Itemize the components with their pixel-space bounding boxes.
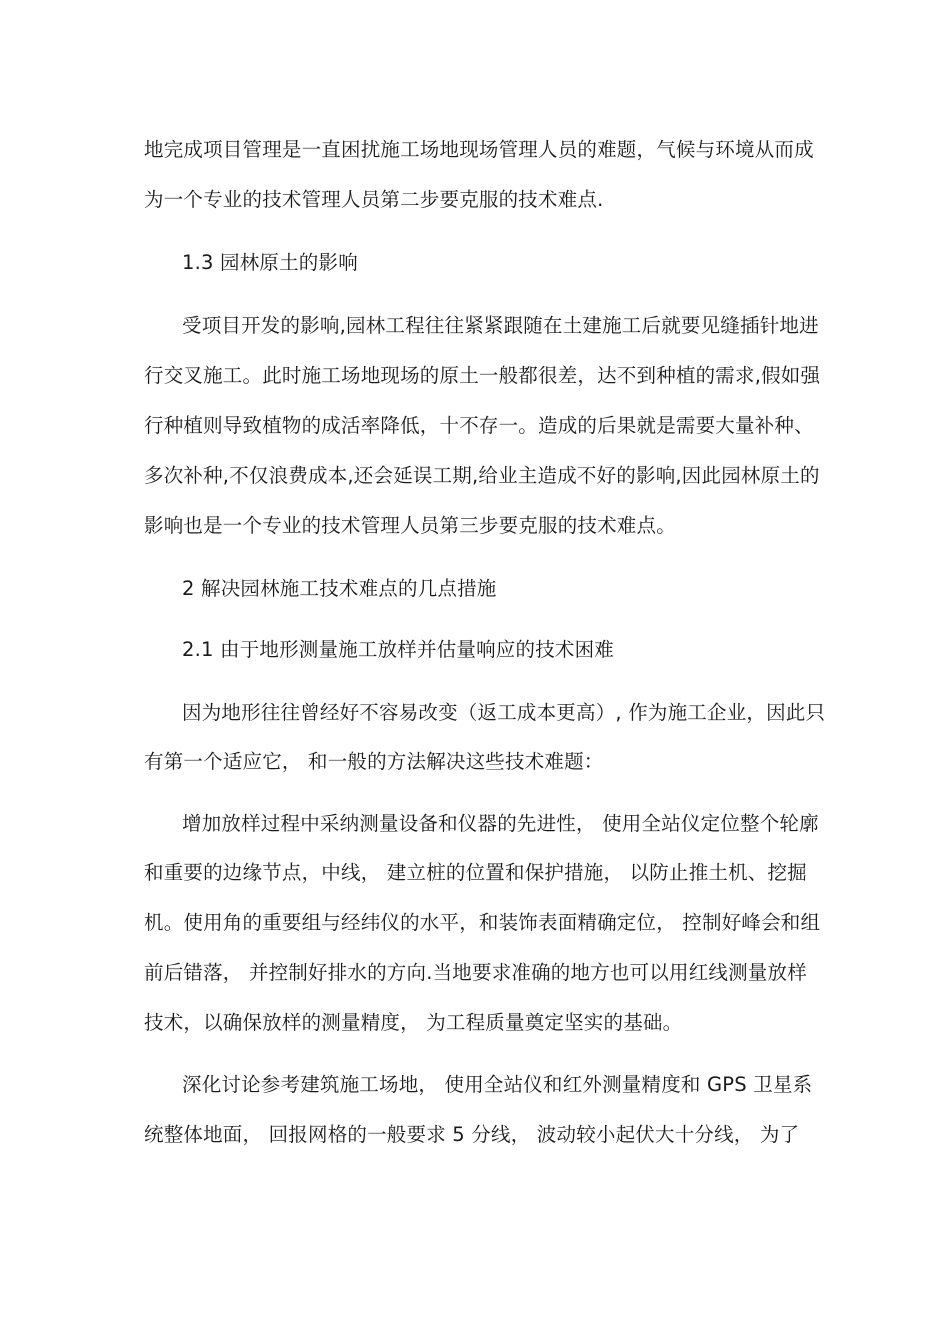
paragraph-line: 多次补种,不仅浪费成本,还会延误工期,给业主造成不好的影响,因此园林原土的 xyxy=(144,464,820,487)
paragraph-line: 行交叉施工。此时施工场地现场的原土一般都很差，达不到种植的需求,假如强 xyxy=(144,364,821,387)
paragraph-line: 前后错落， 并控制好排水的方向.当地要求准确的地方也可以用红线测量放样 xyxy=(144,961,807,984)
paragraph-line: 机。使用角的重要组与经纬仪的水平，和装饰表面精确定位， 控制好峰会和组 xyxy=(144,911,821,934)
subsection-heading: 2.1 由于地形测量施工放样并估量响应的技术困难 xyxy=(182,638,615,661)
paragraph-line: 有第一个适应它， 和一般的方法解决这些技术难题： xyxy=(144,750,604,773)
paragraph-line: 地完成项目管理是一直困扰施工场地现场管理人员的难题，气候与环境从而成 xyxy=(144,138,814,161)
paragraph-line: 为一个专业的技术管理人员第二步要克服的技术难点. xyxy=(144,188,604,211)
paragraph-line: 技术，以确保放样的测量精度， 为工程质量奠定坚实的基础。 xyxy=(144,1011,683,1034)
paragraph-line: 受项目开发的影响,园林工程往往紧紧跟随在土建施工后就要见缝插针地进 xyxy=(182,314,819,337)
paragraph-line: 影响也是一个专业的技术管理人员第三步要克服的技术难点。 xyxy=(144,514,676,537)
paragraph-line: 和重要的边缘节点，中线， 建立桩的位置和保护措施， 以防止推土机、挖掘 xyxy=(144,861,807,884)
paragraph-line: 统整体地面， 回报网格的一般要求 5 分线， 波动较小起伏大十分线， 为了 xyxy=(144,1123,800,1146)
paragraph-line: 增加放样过程中采纳测量设备和仪器的先进性， 使用全站仪定位整个轮廓 xyxy=(182,812,819,835)
section-heading: 1.3 园林原土的影响 xyxy=(182,251,358,274)
paragraph-line: 因为地形往往曾经好不容易改变（返工成本更高）, 作为施工企业，因此只 xyxy=(182,701,826,724)
section-heading: 2 解决园林施工技术难点的几点措施 xyxy=(182,577,497,600)
paragraph-line: 深化讨论参考建筑施工场地， 使用全站仪和红外测量精度和 GPS 卫星系 xyxy=(182,1073,813,1096)
paragraph-line: 行种植则导致植物的成活率降低，十不存一。造成的后果就是需要大量补种、 xyxy=(144,414,814,437)
